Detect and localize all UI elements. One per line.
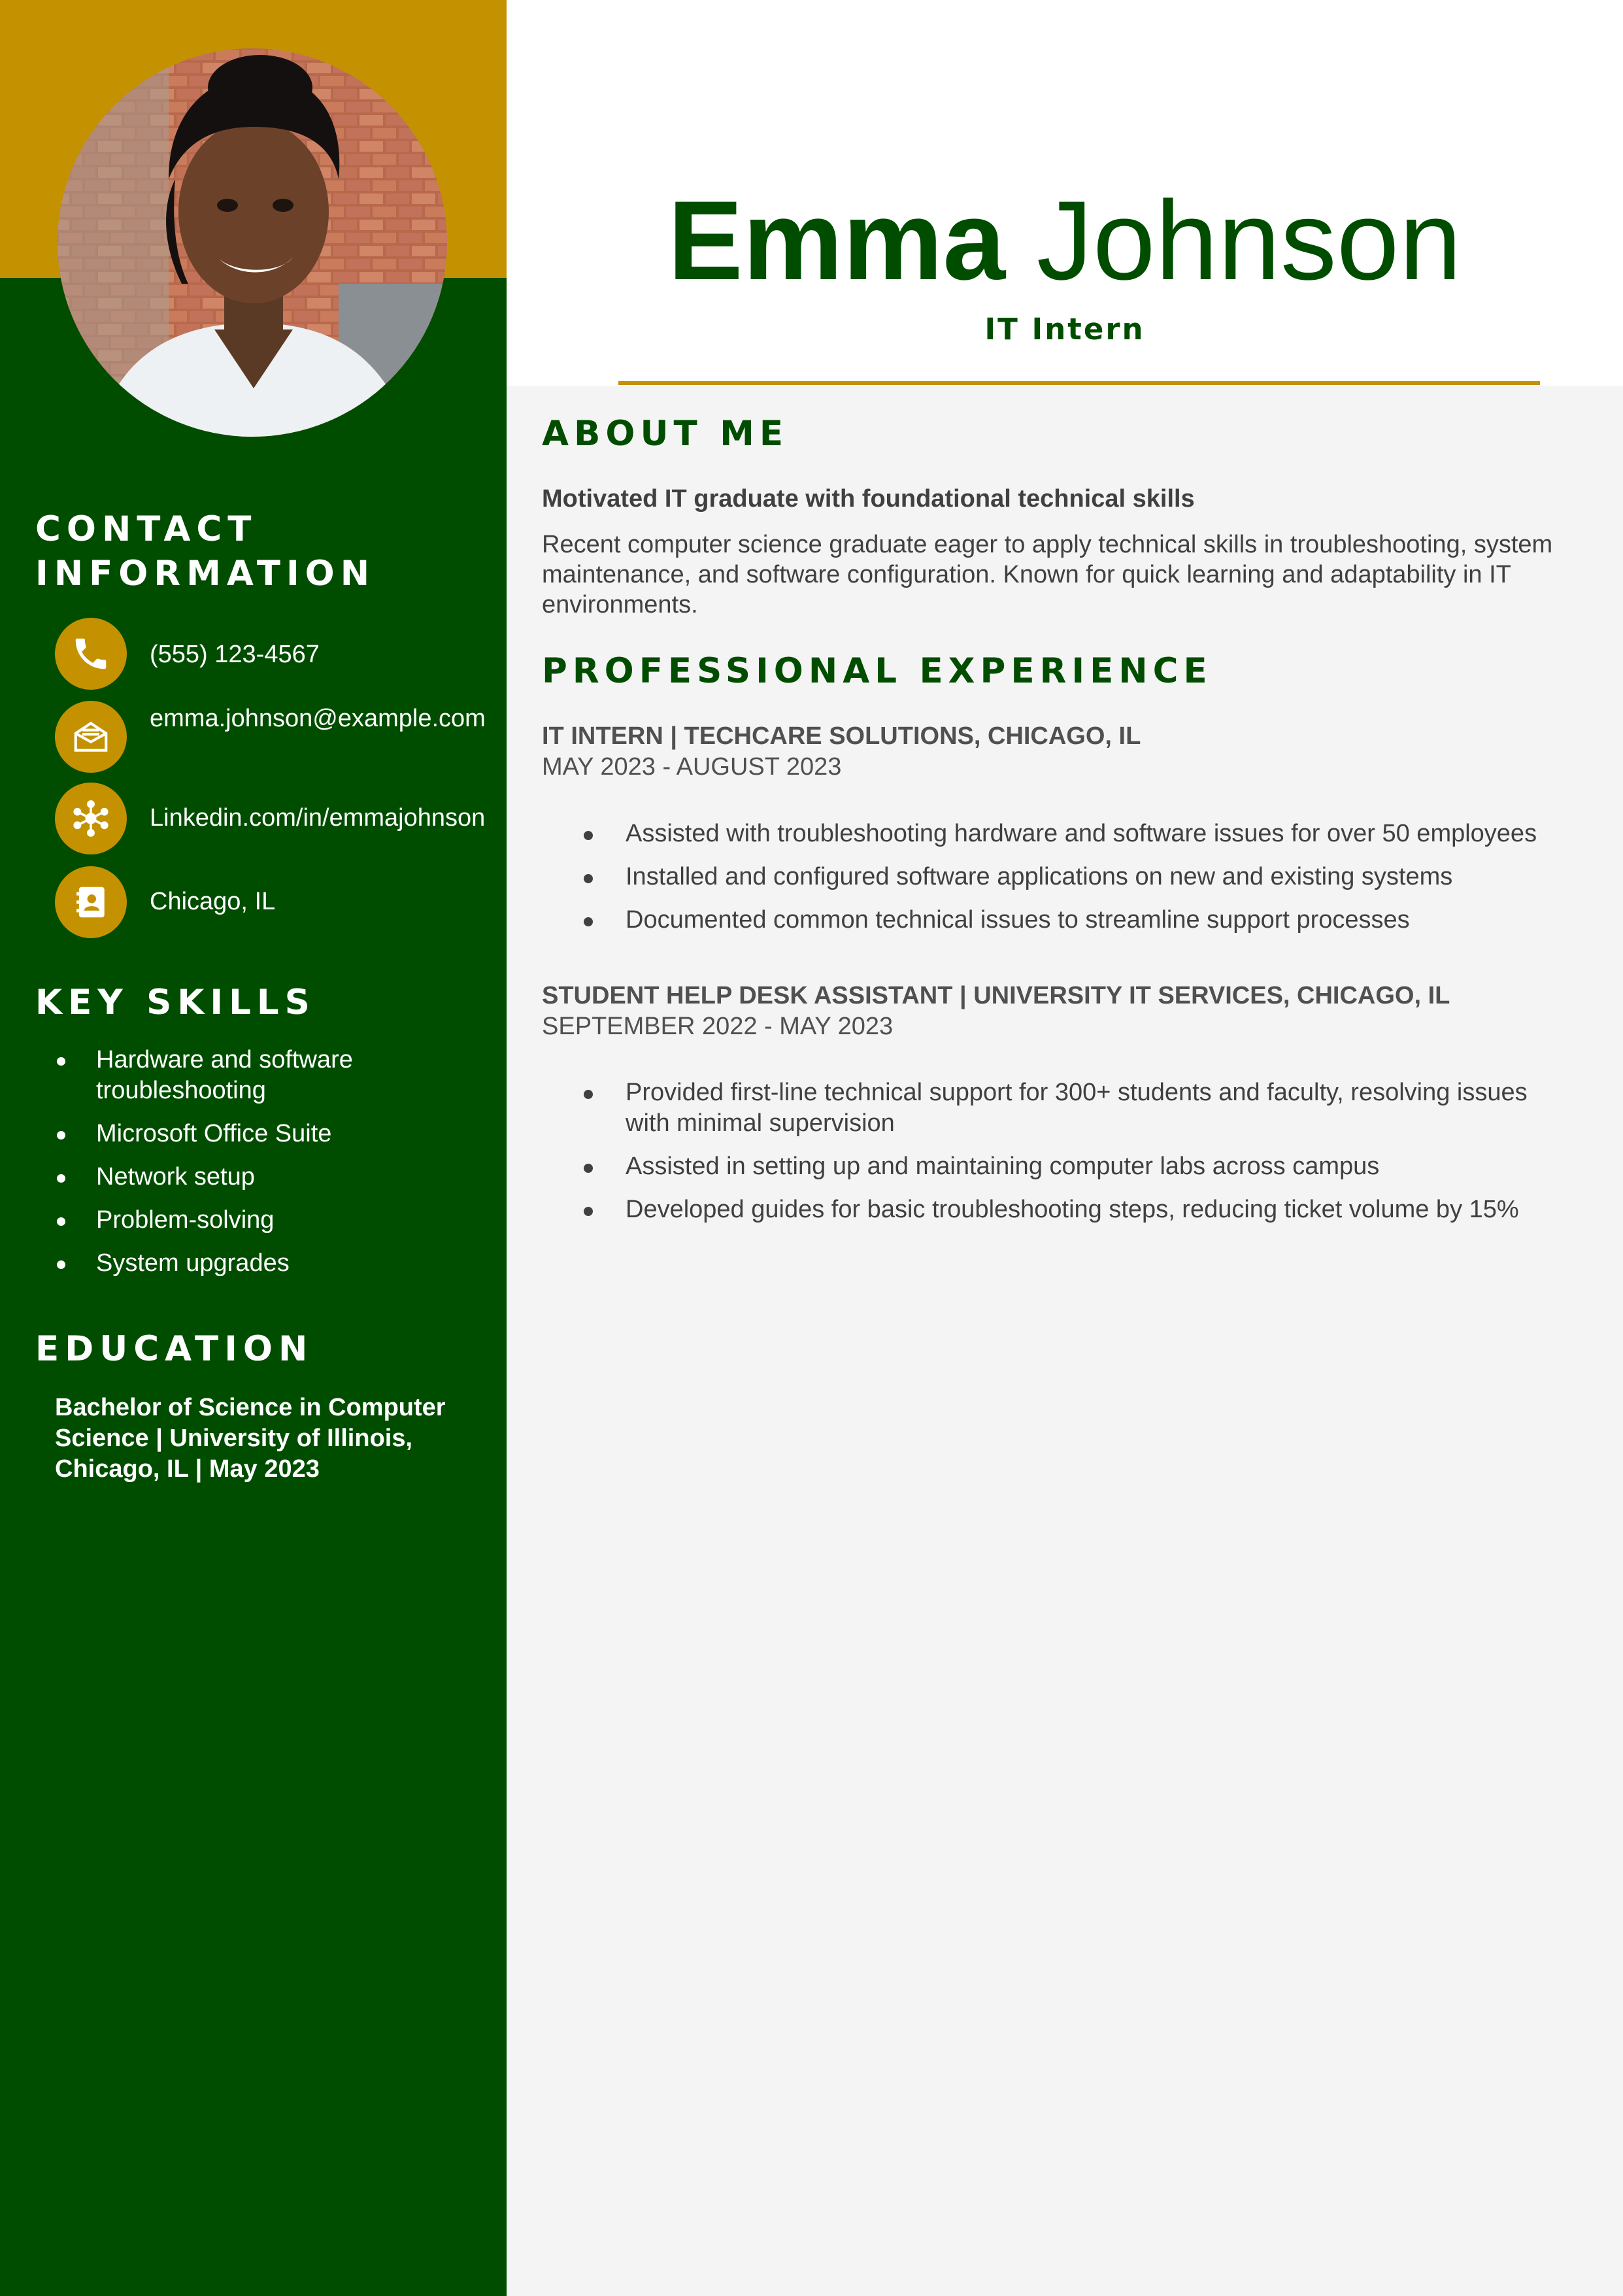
contact-location (55, 866, 499, 938)
job-bullets (542, 819, 1575, 948)
skill-item: Problem-solving (35, 1205, 493, 1236)
contact-heading-line1: CONTACT (35, 509, 258, 549)
education-heading: EDUCATION (35, 1329, 314, 1369)
job-bullet: Assisted with troubleshooting hardware and software issues for over 50 employees (542, 819, 1575, 849)
last-name: Johnson (1036, 178, 1462, 303)
first-name: Emma (667, 178, 1006, 303)
linkedin-text[interactable]: Linkedin.com/in/emmajohnson (150, 804, 486, 832)
location-text: Chicago, IL (150, 888, 276, 915)
job-bullet: Provided first-line technical support for 300+ students and faculty, resolving issues with minimal supervision (542, 1077, 1575, 1139)
email-text[interactable]: emma.johnson@example.com (150, 705, 486, 732)
contact-phone (55, 618, 499, 690)
contact-heading (35, 507, 375, 596)
contact-linkedin (55, 783, 499, 854)
about-heading: ABOUT ME (542, 414, 789, 454)
address-book-icon (55, 866, 127, 938)
experience-heading: PROFESSIONAL EXPERIENCE (542, 651, 1213, 691)
job-dates: MAY 2023 - AUGUST 2023 (542, 753, 842, 781)
skill-item: Microsoft Office Suite (35, 1119, 493, 1149)
job-bullet: Developed guides for basic troubleshooting steps, reducing ticket volume by 15% (542, 1194, 1575, 1225)
skill-item: System upgrades (35, 1248, 493, 1279)
job-bullets (542, 1077, 1575, 1238)
profile-photo (58, 48, 447, 437)
sidebar (0, 0, 507, 2296)
phone-icon (55, 618, 127, 690)
job-title: STUDENT HELP DESK ASSISTANT | UNIVERSITY IT SERVICES, CHICAGO, IL (542, 982, 1450, 1009)
about-text: Recent computer science graduate eager to apply technical skills in troubleshooting, system maintenance, and software configuration. Known for quick learning and adaptability in IT environments. (542, 531, 1553, 618)
job-role: IT Intern (984, 312, 1145, 346)
job-bullet: Assisted in setting up and maintaining computer labs across campus (542, 1151, 1575, 1182)
about-subheading: Motivated IT graduate with foundational technical skills (542, 485, 1195, 513)
envelope-icon (55, 701, 127, 773)
contact-heading-line2: INFORMATION (35, 554, 376, 594)
phone-text[interactable]: (555) 123-4567 (150, 641, 320, 668)
job-title: IT INTERN | TECHCARE SOLUTIONS, CHICAGO, IL (542, 722, 1141, 750)
job-dates: SEPTEMBER 2022 - MAY 2023 (542, 1013, 894, 1040)
skill-item: Network setup (35, 1162, 493, 1192)
job-bullet: Documented common technical issues to streamline support processes (542, 905, 1575, 936)
header-divider (618, 381, 1540, 385)
education-entry: Bachelor of Science in Computer Science | University of Illinois, Chicago, IL | May 2023 (55, 1394, 446, 1483)
skill-item: Hardware and software troubleshooting (35, 1045, 493, 1106)
skills-list (35, 1045, 493, 1291)
job-bullet: Installed and configured software applications on new and existing systems (542, 862, 1575, 892)
network-icon (55, 783, 127, 854)
candidate-name (507, 175, 1623, 306)
contact-email (55, 701, 499, 773)
skills-heading: KEY SKILLS (35, 983, 316, 1022)
